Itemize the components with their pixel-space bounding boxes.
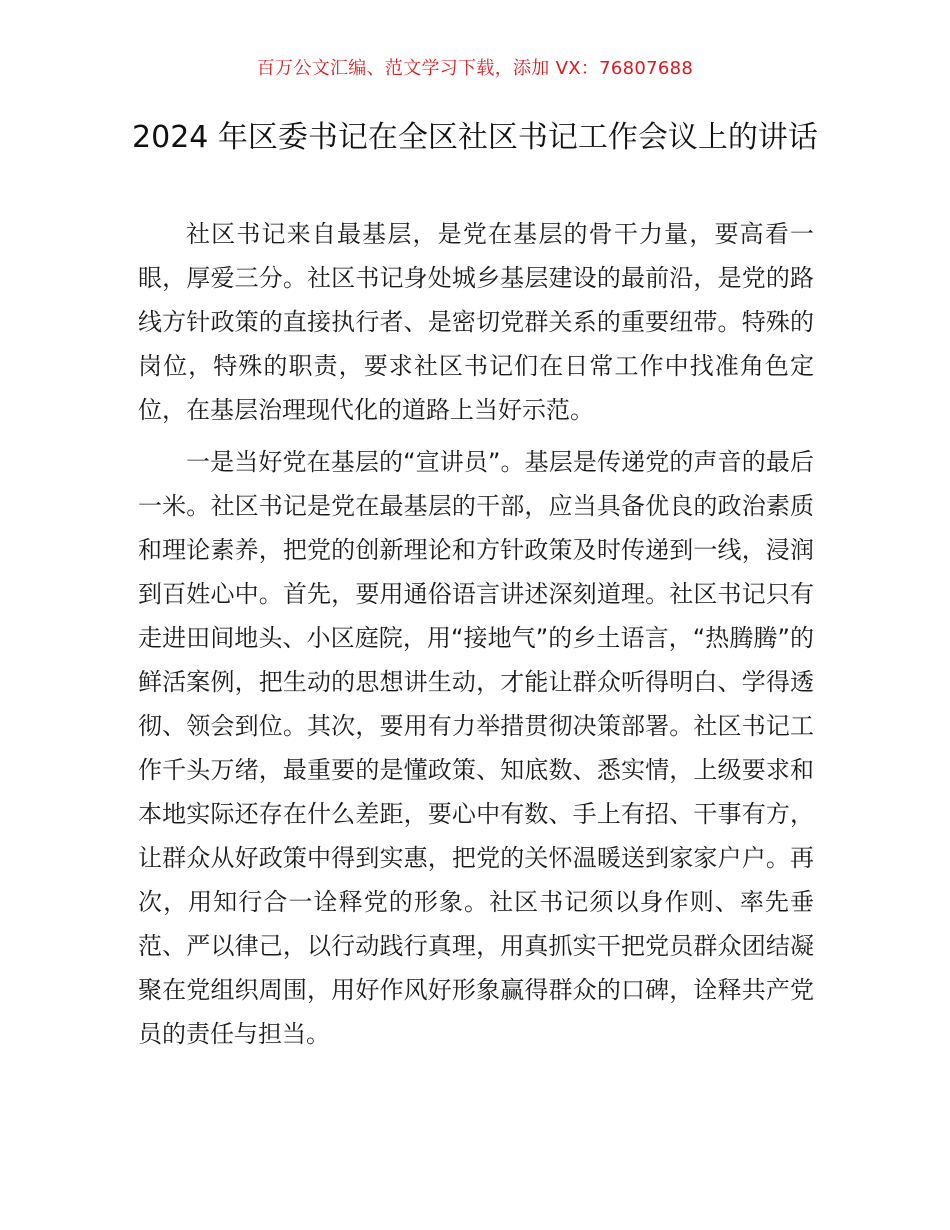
document-body xyxy=(138,212,814,1064)
document-title: 2024 年区委书记在全区社区书记工作会议上的讲话 xyxy=(132,120,818,155)
paragraph-intro: 社区书记来自最基层，是党在基层的骨干力量，要高看一眼，厚爱三分。社区书记身处城乡基层建设的最前沿，是党的路线方针政策的直接执行者、是密切党群关系的重要纽带。特殊的岗位，特殊的职责，要求社区书记们在日常工作中找准角色定位，在基层治理现代化的道路上当好示范。 xyxy=(138,220,814,424)
watermark-banner: 百万公文汇编、范文学习下载，添加 VX：76807688 xyxy=(256,58,694,79)
paragraph-point-one: 一是当好党在基层的“宣讲员”。基层是传递党的声音的最后一米。社区书记是党在最基层的干部，应当具备优良的政治素质和理论素养，把党的创新理论和方针政策及时传递到一线，浸润到百姓心中。首先，要用通俗语言讲述深刻道理。社区书记只有走进田间地头、小区庭院，用“接地气”的乡土语言，“热腾腾”的鲜活案例，把生动的思想讲生动，才能让群众听得明白、学得透彻、领会到位。其次，要用有力举措贯彻决策部署。社区书记工作千头万绪，最重要的是懂政策、知底数、悉实情，上级要求和本地实际还存在什么差距，要心中有数、手上有招、干事有方，让群众从好政策中得到实惠，把党的关怀温暖送到家家户户。再次，用知行合一诠释党的形象。社区书记须以身作则、率先垂范、严以律己，以行动践行真理，用真抓实干把党员群众团结凝聚在党组织周围，用好作风好形象赢得群众的口碑，诠释共产党员的责任与担当。 xyxy=(138,448,814,1048)
